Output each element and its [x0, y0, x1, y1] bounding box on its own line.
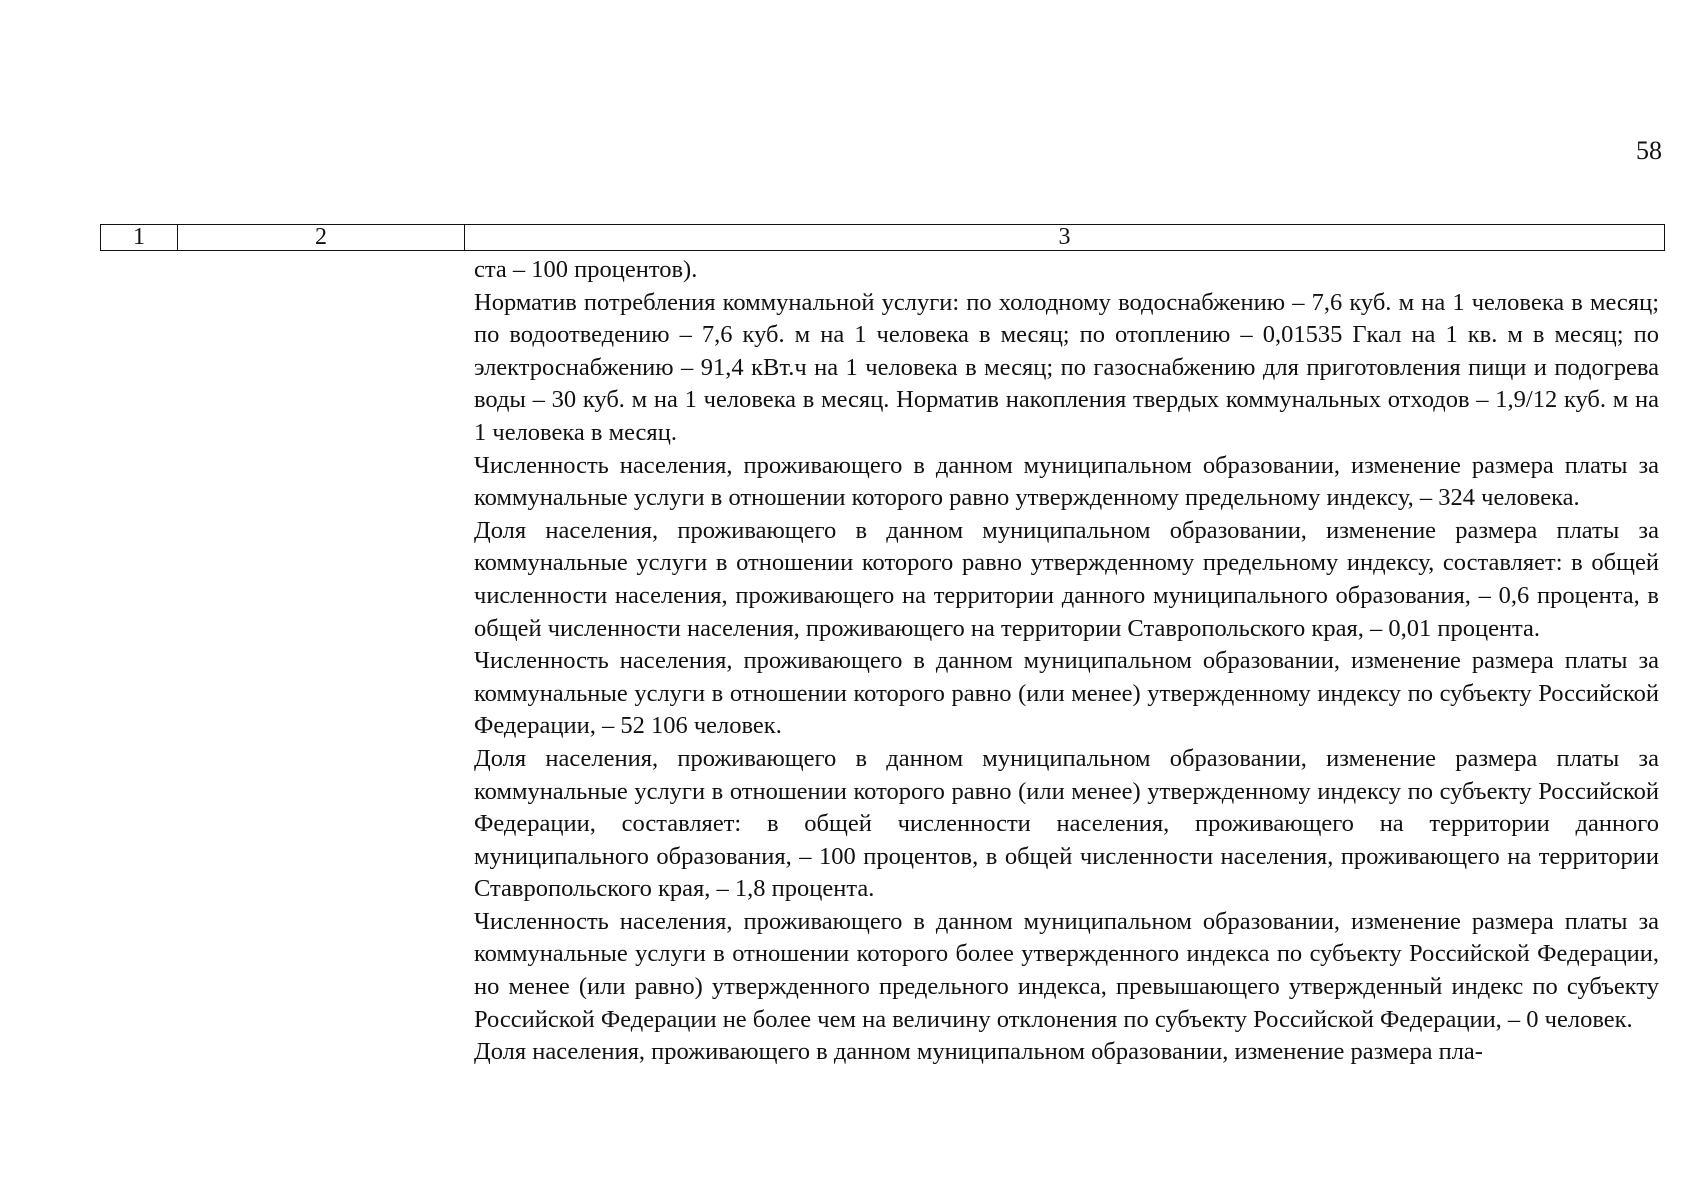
paragraph-population-between-indices: Численность населения, проживающего в данном муниципальном образовании, изменение размера платы за коммунальные услуги в отношении которого более утвержденного индекса по субъекту Российской Федерации, но менее (или равно) утвержденного предельного индекса, превышающего утвержденный индекс по субъекту Российской Федерации не более чем на величину отклонения по субъекту Российской Федерации, – 0 человек.: [474, 907, 1659, 1033]
table-header-col-3: 3: [1058, 224, 1071, 250]
paragraph-consumption-norms: Норматив потребления коммунальной услуги: по холодному водоснабжению – 7,6 куб. м на 1 человека в месяц; по водоотведению – 7,6 куб. м на 1 человека в месяц; по отоплению – 0,01535 Гкал на 1 кв. м в месяц; по электроснабжению – 91,4 кВт.ч на 1 человека в месяц; по газоснабжению для приготовления пищи и подогрева воды – 30 куб. м на 1 человека в месяц. Норматив накопления твердых коммунальных отходов – 1,9/12 куб. м на 1 человека в месяц.: [474, 288, 1659, 446]
paragraph-population-below-index: Численность населения, проживающего в данном муниципальном образовании, изменение размера платы за коммунальные услуги в отношении которого равно (или менее) утвержденному индексу по субъекту Российской Федерации, – 52 106 человек.: [474, 647, 1659, 740]
page-number: 58: [1636, 136, 1662, 165]
table-header-col-1: 1: [101, 225, 178, 250]
document-body: [474, 254, 1659, 1069]
table-header-col-2: 2: [178, 225, 465, 250]
paragraph-share-truncated: Доля населения, проживающего в данном муниципальном образовании, изменение размера пла-: [474, 1038, 1483, 1066]
paragraph-population-equal-limit: Численность населения, проживающего в данном муниципальном образовании, изменение размера платы за коммунальные услуги в отношении которого равно утвержденному предельному индексу, – 324 человека.: [474, 451, 1659, 512]
paragraph-share-equal-limit: Доля населения, проживающего в данном муниципальном образовании, изменение размера платы за коммунальные услуги в отношении которого равно утвержденному предельному индексу, составляет: в общей численности населения, проживающего на территории данного муниципального образования, – 0,6 процента, в общей численности населения, проживающего на территории Ставропольского края, – 0,01 процента.: [474, 516, 1659, 642]
paragraph-share-below-index: Доля населения, проживающего в данном муниципальном образовании, изменение размера платы за коммунальные услуги в отношении которого равно (или менее) утвержденному индексу по субъекту Российской Федерации, составляет: в общей численности населения, проживающего на территории данного муниципального образования, – 100 процентов, в общей численности населения, проживающего на территории Ставропольского края, – 1,8 процента.: [474, 744, 1659, 903]
paragraph-continuation: ста – 100 процентов).: [474, 256, 698, 283]
table-header-row: [100, 224, 1665, 251]
